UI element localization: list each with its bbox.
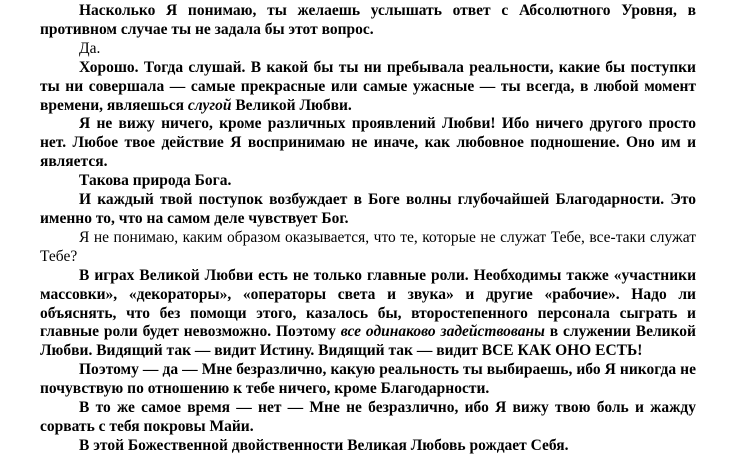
text-run: Да. [79, 39, 101, 57]
paragraph [40, 361, 696, 399]
paragraph [40, 59, 696, 116]
text-run: Я не понимаю, каким образом оказывается, что те, которые не служат Тебе, все-таки служат Тебе? [40, 228, 696, 265]
text-run: В играх Великой Любви есть не только главные роли. Необходимы также «участники массовки», «декораторы», «операторы света и звука» и другие «рабочие». Надо ли объяснять, что без помощи этого, казалось бы, второстепенного персонала сыграть и главные роли будет невозможно. Поэтому [40, 266, 696, 341]
paragraph [40, 229, 696, 267]
text-run: Такова природа Бога. [79, 172, 232, 190]
text-run: Поэтому — да — Мне безразлично, какую реальность ты выбираешь, ибо Я никогда не почувствую по отношению к тебе ничего, кроме Благодарности. [40, 361, 696, 398]
text-run: Насколько Я понимаю, ты желаешь услышать ответ с Абсолютного Уровня, в противном случае ты не задала бы этот вопрос. [40, 2, 696, 38]
paragraph [40, 2, 696, 40]
text-run: Хорошо. Тогда слушай. В какой бы ты ни пребывала реальности, какие бы поступки ты ни совершала — самые прекрасные или самые ужасные — ты всегда, в любой момент времени, являешься [40, 58, 696, 114]
paragraph [40, 267, 696, 362]
text-run: Я не вижу ничего, кроме различных проявлений Любви! Ибо ничего другого просто нет. Любое твое действие Я воспринимаю не иначе, как любовное подношение. Оно им и является. [40, 115, 696, 171]
paragraph [40, 40, 696, 59]
text-run: Великой Любви. [231, 96, 352, 114]
text-run: И каждый твой поступок возбуждает в Боге волны глубочайшей Благодарности. Это именно то, что на самом деле чувствует Бог. [40, 191, 696, 227]
paragraph [40, 399, 696, 437]
text-run: В то же самое время — нет — Мне не безразлично, ибо Я вижу твою боль и жажду сорвать с тебя покровы Майи. [40, 399, 696, 435]
text-run: в служении Великой Любви. Видящий так — видит Истину. Видящий так — видит ВСЕ КАК ОНО ЕСТЬ! [40, 323, 696, 360]
paragraph [40, 115, 696, 172]
paragraph [40, 191, 696, 229]
paragraph [40, 437, 696, 456]
text-run: В этой Божественной двойственности Великая Любовь рождает Себя. [79, 436, 569, 454]
italic-text: слугой [187, 96, 232, 114]
paragraph [40, 172, 696, 191]
italic-text: все одинаково задействованы [340, 323, 545, 341]
document-body [40, 2, 696, 456]
